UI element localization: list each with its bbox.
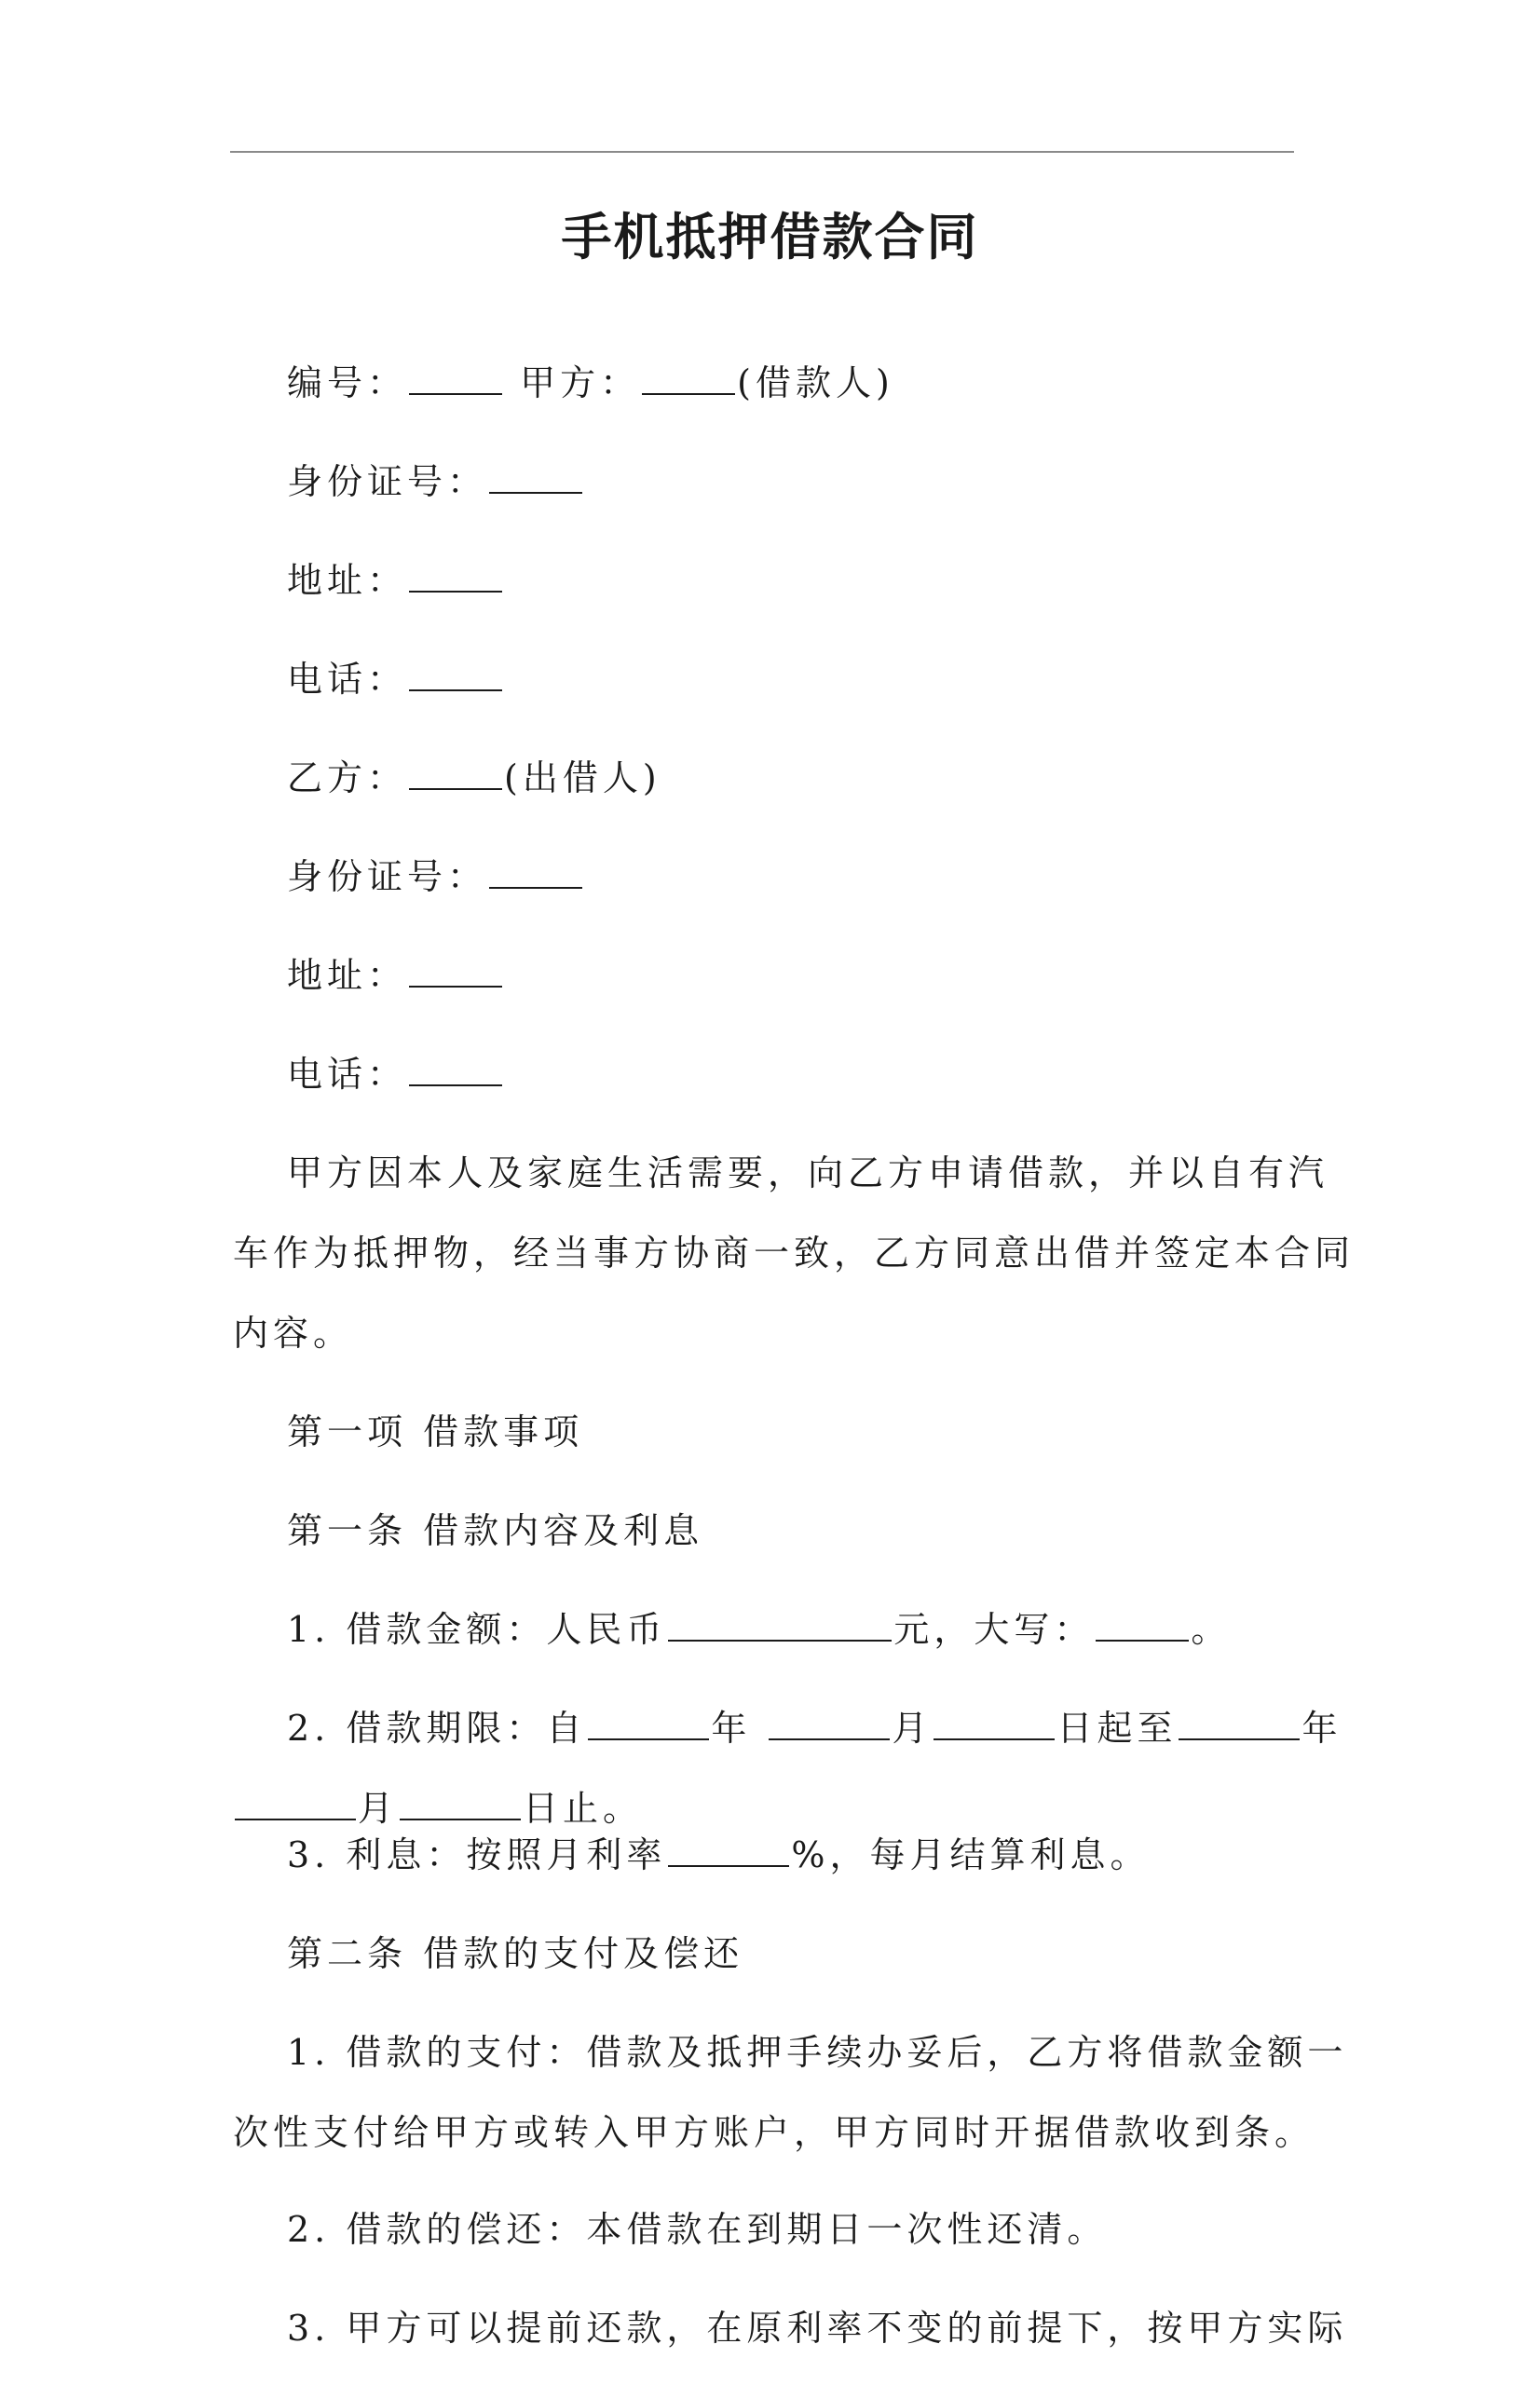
end-year-label: 年 <box>1302 1708 1342 1749</box>
intro-line-3: 内容。 <box>233 1313 354 1354</box>
party-a-address-line <box>287 560 504 601</box>
start-day-label: 日起至 <box>1056 1708 1178 1749</box>
party-b-id-blank <box>489 859 582 889</box>
party-b-id-line <box>287 856 584 897</box>
party-b-blank <box>409 760 502 790</box>
article-1-item-2-line-2 <box>233 1788 644 1829</box>
party-b-address-line <box>287 955 504 996</box>
end-day-blank <box>400 1791 521 1820</box>
party-b-line <box>287 757 661 798</box>
article-2-item-2: 2. 借款的偿还：本借款在到期日一次性还清。 <box>287 2209 1108 2250</box>
party-b-phone-blank <box>409 1056 502 1086</box>
start-day-blank <box>934 1710 1055 1740</box>
article-1-item-1 <box>287 1609 1232 1650</box>
loan-amount-end: 。 <box>1191 1609 1232 1650</box>
loan-amount-unit: 元，大写： <box>893 1609 1095 1650</box>
phone-label: 电话： <box>287 659 408 700</box>
address-label: 地址： <box>287 560 408 601</box>
end-month-label: 月 <box>358 1788 399 1829</box>
party-a-id-line <box>287 461 584 502</box>
interest-rate-blank <box>668 1837 789 1867</box>
loan-term-label: 2. 借款期限：自 <box>287 1708 587 1749</box>
intro-line-2: 车作为抵押物，经当事方协商一致，乙方同意出借并签定本合同 <box>233 1233 1356 1274</box>
phone-label: 电话： <box>287 1054 408 1095</box>
start-year-label: 年 <box>711 1708 752 1749</box>
interest-suffix: %，每月结算利息。 <box>791 1834 1151 1875</box>
address-label: 地址： <box>287 955 408 996</box>
number-blank <box>409 365 502 395</box>
interest-label: 3. 利息：按照月利率 <box>287 1834 667 1875</box>
party-a-id-blank <box>489 464 582 494</box>
article-2-item-1-line-1: 1. 借款的支付：借款及抵押手续办妥后，乙方将借款金额一 <box>287 2032 1348 2073</box>
article-2-item-3: 3. 甲方可以提前还款，在原利率不变的前提下，按甲方实际 <box>287 2308 1348 2349</box>
loan-amount-words-blank <box>1096 1612 1189 1642</box>
article-1-item-2-line-1 <box>287 1708 1342 1749</box>
party-a-address-blank <box>409 563 502 593</box>
section-1-heading: 第一项 借款事项 <box>287 1411 584 1452</box>
party-a-role: (借款人) <box>737 362 894 403</box>
party-b-address-blank <box>409 958 502 988</box>
party-a-phone-line <box>287 659 504 700</box>
loan-amount-blank <box>668 1612 892 1642</box>
party-b-label: 乙方： <box>287 757 408 798</box>
start-year-blank <box>588 1710 709 1740</box>
number-label: 编号： <box>287 362 408 403</box>
header-rule <box>230 151 1294 153</box>
start-month-label: 月 <box>892 1708 933 1749</box>
end-year-blank <box>1179 1710 1300 1740</box>
article-2-heading: 第二条 借款的支付及偿还 <box>287 1933 744 1974</box>
party-a-phone-blank <box>409 661 502 691</box>
article-1-item-3 <box>287 1834 1151 1875</box>
article-2-item-1-line-2: 次性支付给甲方或转入甲方账户，甲方同时开据借款收到条。 <box>233 2112 1315 2153</box>
intro-line-1: 甲方因本人及家庭生活需要，向乙方申请借款，并以自有汽 <box>287 1152 1329 1193</box>
id-label: 身份证号： <box>287 461 488 502</box>
end-day-label: 日止。 <box>523 1788 644 1829</box>
id-label: 身份证号： <box>287 856 488 897</box>
document-title: 手机抵押借款合同 <box>561 208 979 266</box>
start-month-blank <box>769 1710 890 1740</box>
end-month-blank <box>235 1791 356 1820</box>
loan-amount-label: 1. 借款金额：人民币 <box>287 1609 667 1650</box>
article-1-heading: 第一条 借款内容及利息 <box>287 1510 704 1551</box>
party-a-label: 甲方： <box>520 362 641 403</box>
party-b-role: (出借人) <box>504 757 661 798</box>
party-b-phone-line <box>287 1054 504 1095</box>
number-party-a-line <box>287 362 894 403</box>
party-a-blank <box>642 365 735 395</box>
